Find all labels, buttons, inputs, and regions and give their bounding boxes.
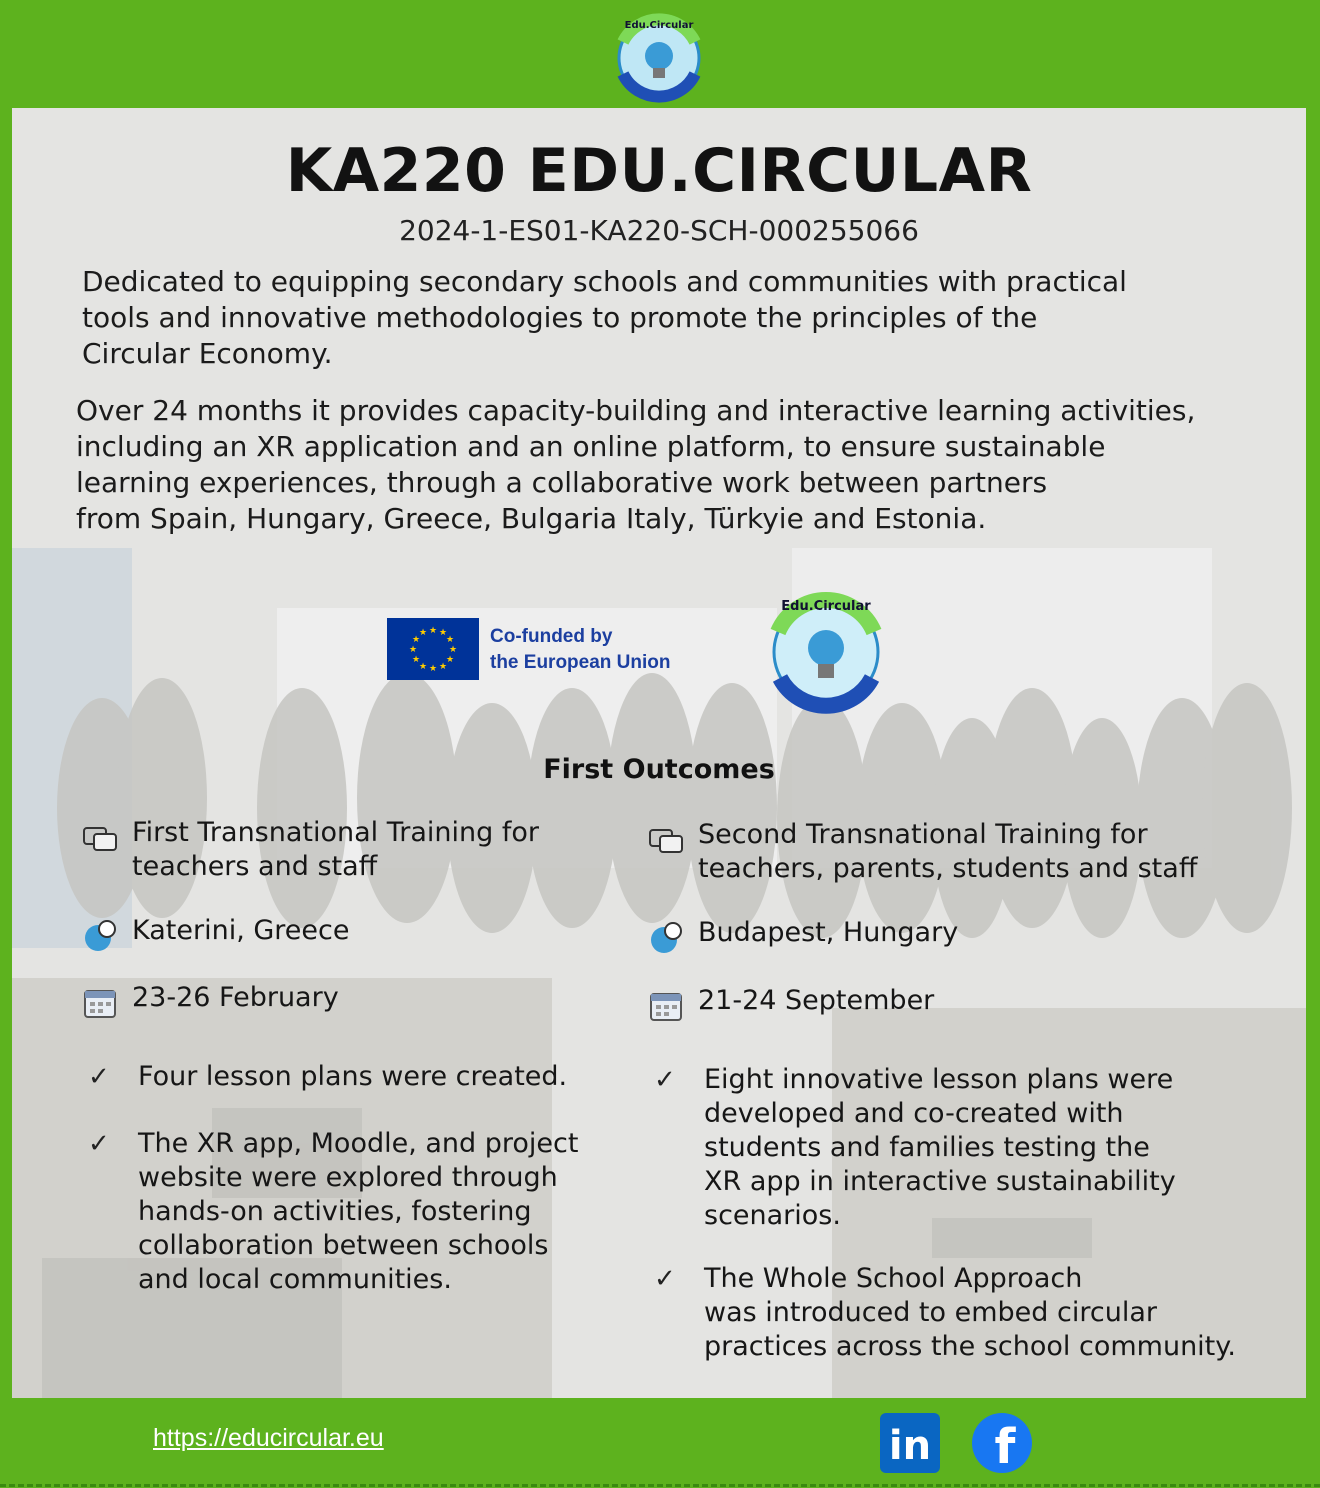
svg-text:★: ★ bbox=[411, 635, 421, 645]
outcome-line: was introduced to embed circular bbox=[704, 1297, 1157, 1328]
outcome-line: students and families testing the bbox=[704, 1132, 1150, 1163]
description-line: from Spain, Hungary, Greece, Bulgaria Italy, Türkyie and Estonia. bbox=[76, 502, 987, 535]
description-line: learning experiences, through a collaborative work between partners bbox=[76, 466, 1048, 499]
outcome-line: developed and co-created with bbox=[704, 1098, 1124, 1129]
training-1-dates bbox=[82, 981, 339, 1021]
training-2-location bbox=[648, 916, 958, 956]
poster bbox=[12, 108, 1306, 1398]
svg-text:★: ★ bbox=[428, 626, 438, 636]
eu-funding-line: the European Union bbox=[490, 652, 671, 673]
eu-funding-line: Co-funded by bbox=[490, 626, 613, 647]
training-title-line: Second Transnational Training for bbox=[698, 819, 1148, 850]
eu-flag-icon bbox=[387, 618, 479, 680]
chat-bubbles-icon bbox=[648, 822, 684, 858]
facebook-label: f bbox=[994, 1419, 1016, 1473]
calendar-icon bbox=[648, 988, 684, 1024]
newsletter-title: KA220 EDU.CIRCULAR bbox=[285, 136, 1033, 206]
check-icon: ✓ bbox=[88, 1129, 110, 1159]
linkedin-icon[interactable] bbox=[880, 1413, 940, 1473]
training-title-line: teachers and staff bbox=[132, 851, 378, 882]
outcome-line: The Whole School Approach bbox=[704, 1263, 1083, 1294]
edu-circular-logo bbox=[605, 8, 713, 104]
training-dates: 21-24 September bbox=[698, 985, 935, 1016]
svg-text:★: ★ bbox=[428, 664, 438, 674]
logo-text: Edu.Circular bbox=[781, 599, 871, 614]
logo-text: Edu.Circular bbox=[624, 20, 694, 31]
eu-funding-label bbox=[490, 624, 671, 676]
outcome-item bbox=[88, 1060, 567, 1094]
outcome-line: website were explored through bbox=[138, 1162, 558, 1193]
svg-text:★: ★ bbox=[408, 645, 418, 655]
training-location: Budapest, Hungary bbox=[698, 917, 959, 948]
outcome-item bbox=[654, 1262, 1236, 1364]
svg-text:★: ★ bbox=[438, 662, 448, 672]
svg-text:★: ★ bbox=[445, 635, 455, 645]
outcome-item bbox=[654, 1063, 1176, 1233]
training-2-title bbox=[648, 818, 1197, 886]
training-dates: 23-26 February bbox=[132, 982, 339, 1013]
facebook-icon[interactable] bbox=[972, 1413, 1032, 1473]
location-pin-icon bbox=[82, 918, 118, 954]
outcome-line: collaboration between schools bbox=[138, 1230, 549, 1261]
outcome-line: hands-on activities, fostering bbox=[138, 1196, 532, 1227]
outcome-line: practices across the school community. bbox=[704, 1331, 1236, 1362]
outcome-line: Eight innovative lesson plans were bbox=[704, 1064, 1174, 1095]
intro-line: Circular Economy. bbox=[82, 337, 333, 370]
training-1-title bbox=[82, 816, 539, 884]
website-link[interactable]: https://educircular.eu bbox=[153, 1424, 384, 1452]
svg-text:★: ★ bbox=[438, 628, 448, 638]
location-pin-icon bbox=[648, 920, 684, 956]
training-title-line: First Transnational Training for bbox=[132, 817, 540, 848]
outcome-line: and local communities. bbox=[138, 1264, 452, 1295]
description-line: Over 24 months it provides capacity-building and interactive learning activities, bbox=[76, 394, 1196, 427]
check-icon: ✓ bbox=[654, 1065, 676, 1095]
training-location: Katerini, Greece bbox=[132, 915, 350, 946]
training-title-line: teachers, parents, students and staff bbox=[698, 853, 1198, 884]
training-2-dates bbox=[648, 984, 934, 1024]
intro-line: Dedicated to equipping secondary schools and communities with practical bbox=[82, 265, 1127, 298]
linkedin-label: in bbox=[888, 1423, 932, 1469]
description-paragraph bbox=[76, 393, 1296, 537]
outcomes-heading: First Outcomes bbox=[543, 754, 775, 785]
outcome-item bbox=[88, 1127, 578, 1297]
edu-circular-logo-large bbox=[752, 586, 900, 714]
outcome-line: scenarios. bbox=[704, 1200, 841, 1231]
svg-text:★: ★ bbox=[411, 655, 421, 665]
outcome-line: XR app in interactive sustainability bbox=[704, 1166, 1176, 1197]
description-line: including an XR application and an online platform, to ensure sustainable bbox=[76, 430, 1106, 463]
training-1-location bbox=[82, 914, 349, 954]
footer-divider bbox=[0, 1484, 1320, 1487]
outcome-line: The XR app, Moodle, and project bbox=[138, 1128, 579, 1159]
intro-paragraph bbox=[82, 264, 1282, 372]
svg-text:★: ★ bbox=[418, 662, 428, 672]
chat-bubbles-icon bbox=[82, 820, 118, 856]
svg-text:★: ★ bbox=[418, 628, 428, 638]
check-icon: ✓ bbox=[88, 1062, 110, 1092]
project-code: 2024-1-ES01-KA220-SCH-000255066 bbox=[399, 214, 919, 247]
intro-line: tools and innovative methodologies to promote the principles of the bbox=[82, 301, 1038, 334]
svg-text:★: ★ bbox=[445, 655, 455, 665]
svg-text:★: ★ bbox=[448, 645, 458, 655]
check-icon: ✓ bbox=[654, 1264, 676, 1294]
calendar-icon bbox=[82, 985, 118, 1021]
outcome-text: Four lesson plans were created. bbox=[138, 1061, 568, 1092]
